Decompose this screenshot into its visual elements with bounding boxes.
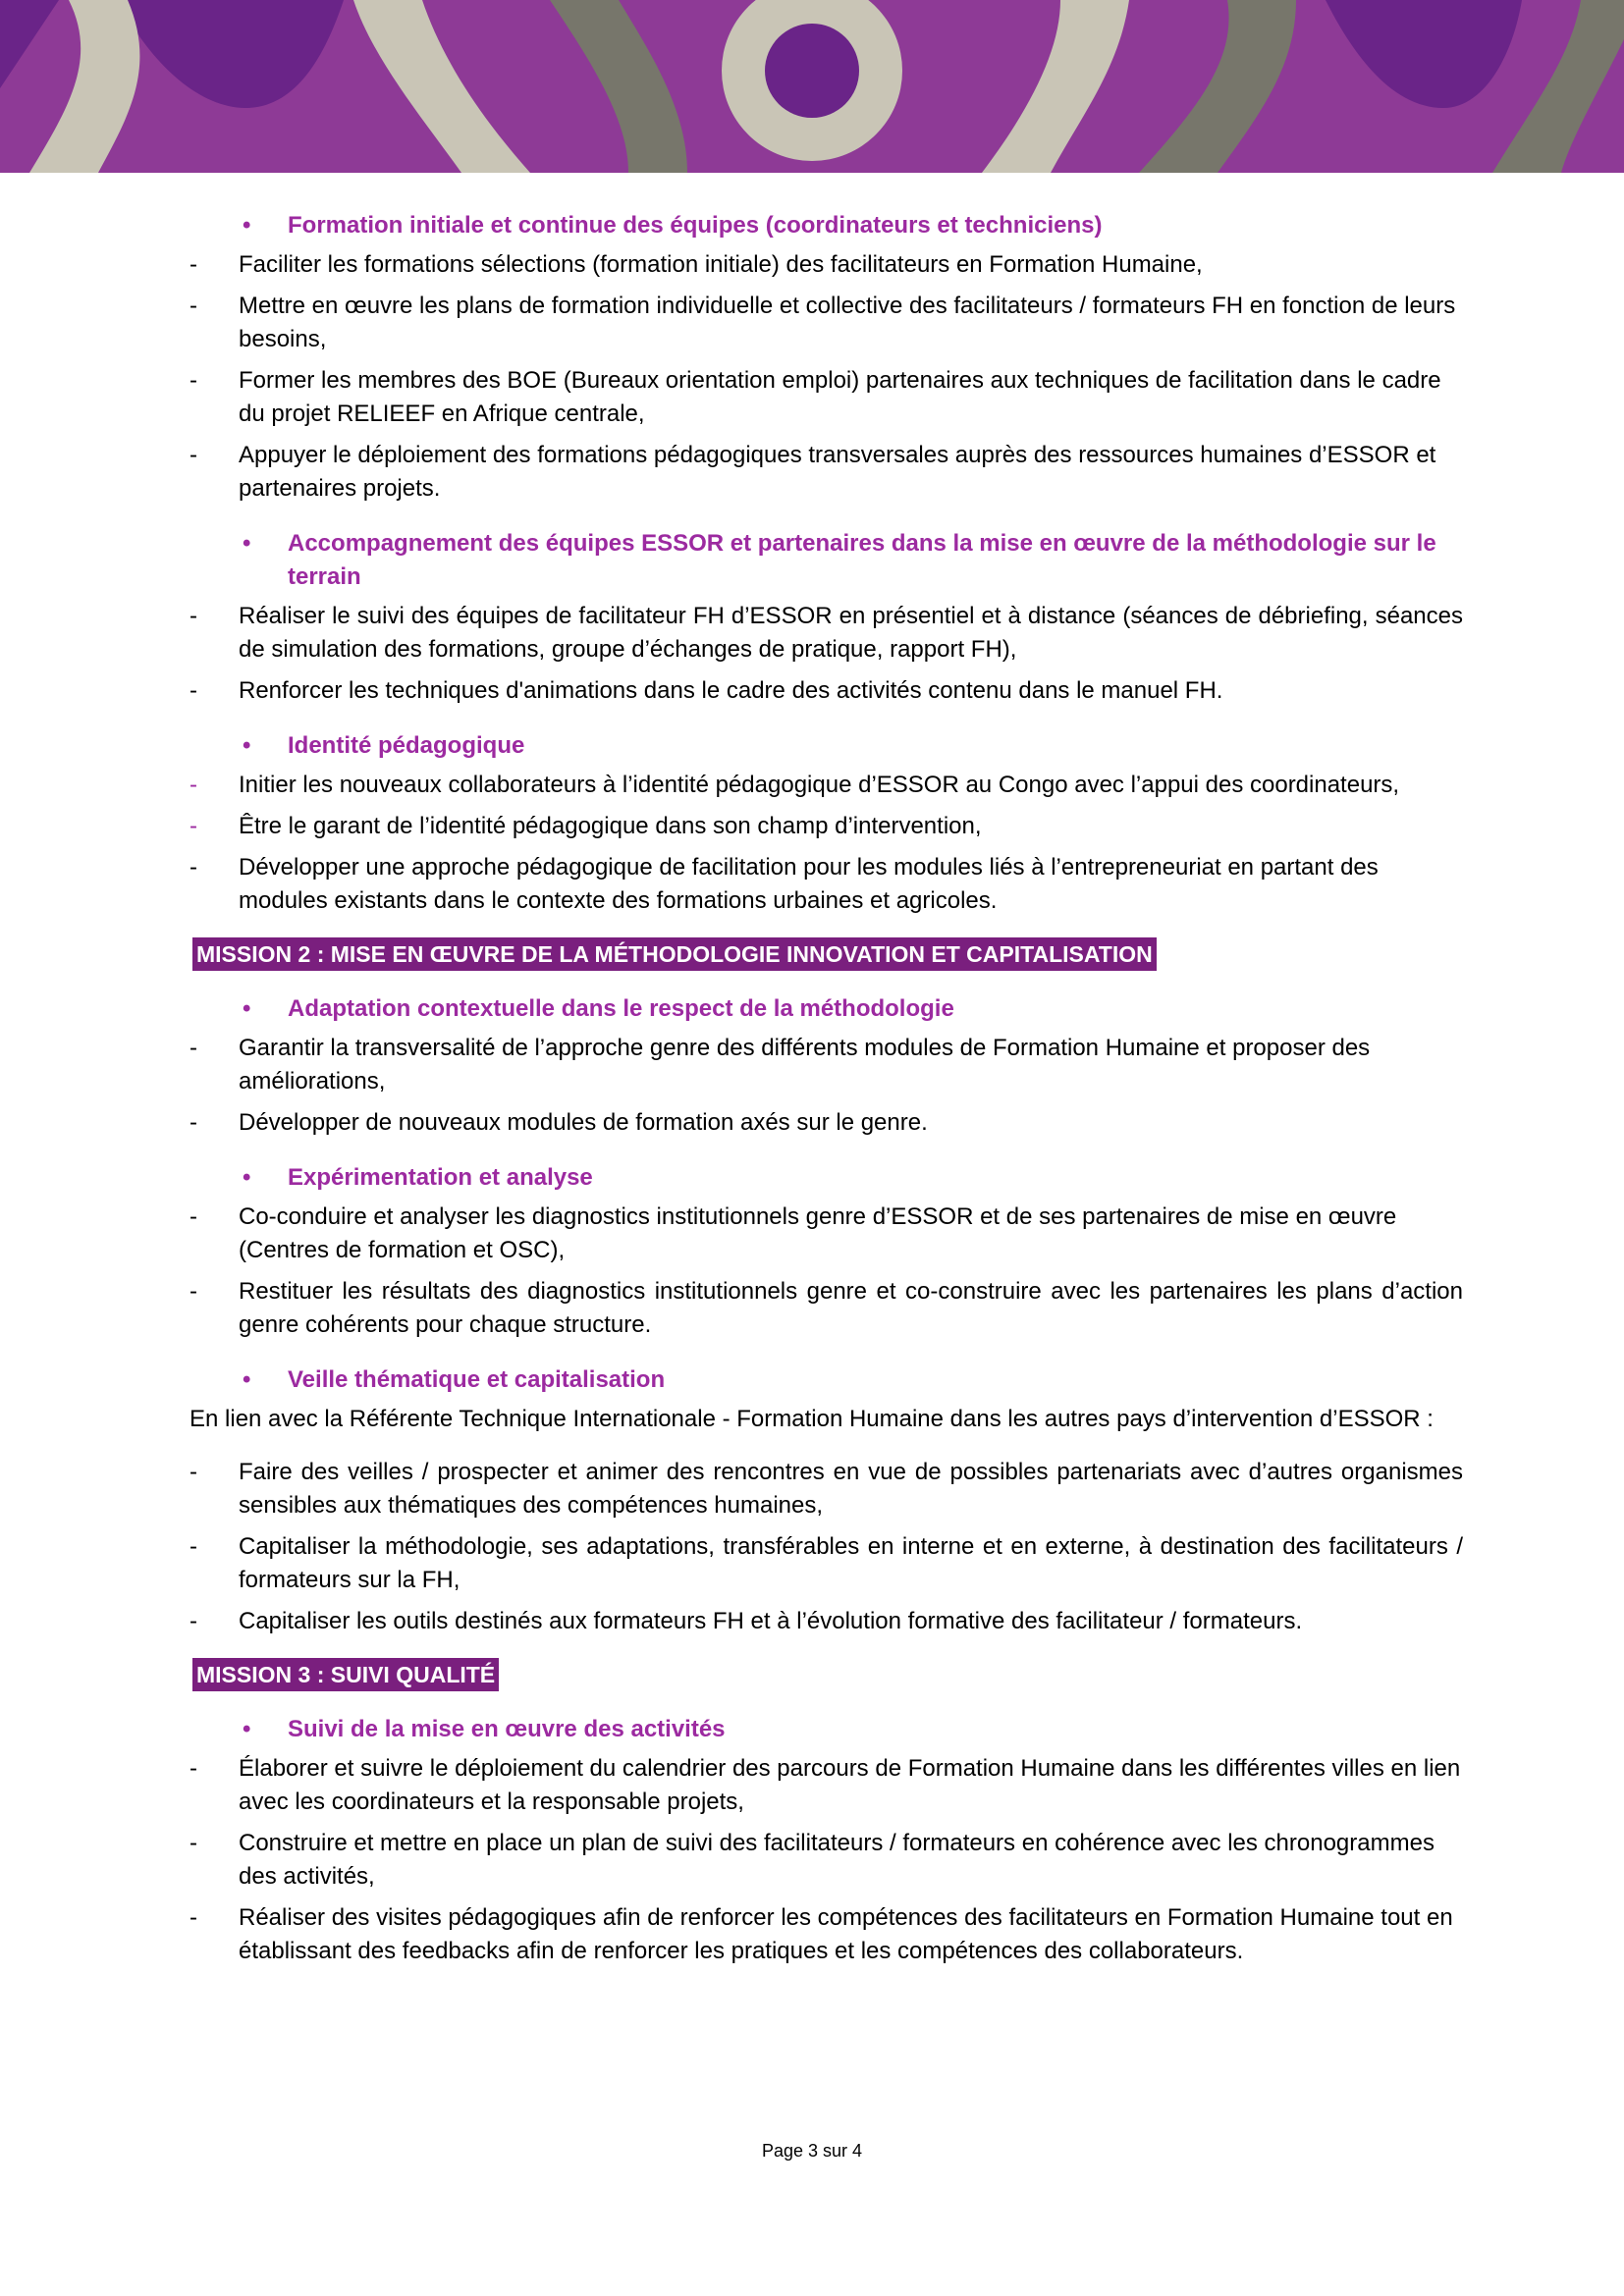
list-item: - Capitaliser les outils destinés aux formateurs FH et à l’évolution formative des facilitateur / formateurs. [189, 1608, 1303, 1634]
list-item: - Appuyer le déploiement des formations pédagogiques transversales auprès des ressources humaines d’ESSOR et partenaires projets. [189, 442, 1436, 502]
list-item: - Élaborer et suivre le déploiement du calendrier des parcours de Formation Humaine dans les différentes villes en lien avec les coordinateurs et la responsable projets, [189, 1755, 1461, 1815]
list-item: - Co-conduire et analyser les diagnostics institutionnels genre d’ESSOR et de ses partenaires de mise en œuvre (Centres de formation et OSC), [189, 1203, 1397, 1263]
task-list [189, 248, 1466, 506]
bullet-icon: • [243, 732, 251, 759]
page-number: Page 3 sur 4 [761, 2141, 863, 2161]
bullet-icon: • [243, 530, 251, 557]
list-item: - Former les membres des BOE (Bureaux orientation emploi) partenaires aux techniques de facilitation dans le cadre du projet RELIEEF en Afrique centrale, [189, 367, 1441, 427]
task-list [189, 1456, 1466, 1638]
subsection-title: • Adaptation contextuelle dans le respect de la méthodologie [288, 992, 1466, 1026]
list-item: - Mettre en œuvre les plans de formation individuelle et collective des facilitateurs / formateurs FH en fonction de leurs besoins, [189, 293, 1456, 352]
task-list [189, 1032, 1466, 1140]
task-list [189, 600, 1466, 708]
subsection-title: • Expérimentation et analyse [288, 1161, 1466, 1195]
mission-2-heading: MISSION 2 : MISE EN ŒUVRE DE LA MÉTHODOLOGIE INNOVATION ET CAPITALISATION [192, 937, 1157, 971]
list-item: - Être le garant de l’identité pédagogique dans son champ d’intervention, [189, 813, 982, 839]
list-item: - Faciliter les formations sélections (formation initiale) des facilitateurs en Formation Humaine, [189, 251, 1203, 278]
list-item: - Réaliser le suivi des équipes de facilitateur FH d’ESSOR en présentiel et à distance (séances de débriefing, séances de simulation des formations, groupe d’échanges de pratique, rapport FH), [189, 603, 1463, 663]
bullet-icon: • [243, 1164, 251, 1191]
task-list [189, 1201, 1466, 1342]
subsection-title: • Accompagnement des équipes ESSOR et partenaires dans la mise en œuvre de la méthodologie sur le terrain [288, 527, 1466, 594]
list-item: - Initier les nouveaux collaborateurs à l’identité pédagogique d’ESSOR au Congo avec l’appui des coordinateurs, [189, 772, 1400, 798]
header-banner [0, 0, 1624, 173]
subsection-title: • Suivi de la mise en œuvre des activités [288, 1713, 1466, 1746]
task-list [189, 769, 1466, 918]
list-item: - Développer de nouveaux modules de formation axés sur le genre. [189, 1109, 928, 1136]
document-body [189, 204, 1466, 1976]
subsection-title: • Identité pédagogique [288, 729, 1466, 763]
bullet-icon: • [243, 1366, 251, 1393]
list-item: - Restituer les résultats des diagnostics institutionnels genre et co-construire avec les partenaires les plans d’action genre cohérents pour chaque structure. [189, 1278, 1463, 1338]
subsection-title: • Formation initiale et continue des équipes (coordinateurs et techniciens) [288, 209, 1466, 242]
list-item: - Faire des veilles / prospecter et animer des rencontres en vue de possibles partenariats avec d’autres organismes sensibles aux thématiques des compétences humaines, [189, 1459, 1463, 1519]
subsection-title: • Veille thématique et capitalisation [288, 1363, 1466, 1397]
list-item: - Développer une approche pédagogique de facilitation pour les modules liés à l’entrepreneuriat en partant des modules existants dans le contexte des formations urbaines et agricoles. [189, 854, 1379, 914]
decorative-pattern [0, 0, 1624, 173]
mission-3-heading: MISSION 3 : SUIVI QUALITÉ [192, 1658, 499, 1691]
task-list [189, 1752, 1466, 1968]
mission-heading-row [189, 937, 1466, 971]
mission-heading-row [189, 1658, 1466, 1691]
bullet-icon: • [243, 1716, 251, 1742]
list-item: - Renforcer les techniques d'animations dans le cadre des activités contenu dans le manuel FH. [189, 677, 1223, 704]
bullet-icon: • [243, 995, 251, 1022]
list-item: - Construire et mettre en place un plan de suivi des facilitateurs / formateurs en cohérence avec les chronogrammes des activités, [189, 1830, 1435, 1890]
list-item: - Capitaliser la méthodologie, ses adaptations, transférables en interne et en externe, à destination des facilitateurs / formateurs sur la FH, [189, 1533, 1463, 1593]
list-item: - Réaliser des visites pédagogiques afin de renforcer les compétences des facilitateurs en Formation Humaine tout en établissant des feedbacks afin de renforcer les pratiques et les compétences des collaborateurs. [189, 1904, 1453, 1964]
bullet-icon: • [243, 212, 251, 239]
list-item: - Garantir la transversalité de l’approche genre des différents modules de Formation Humaine et proposer des améliorations, [189, 1035, 1371, 1095]
intro-paragraph: En lien avec la Référente Technique Internationale - Formation Humaine dans les autres pays d’intervention d’ESSOR : [189, 1406, 1434, 1432]
